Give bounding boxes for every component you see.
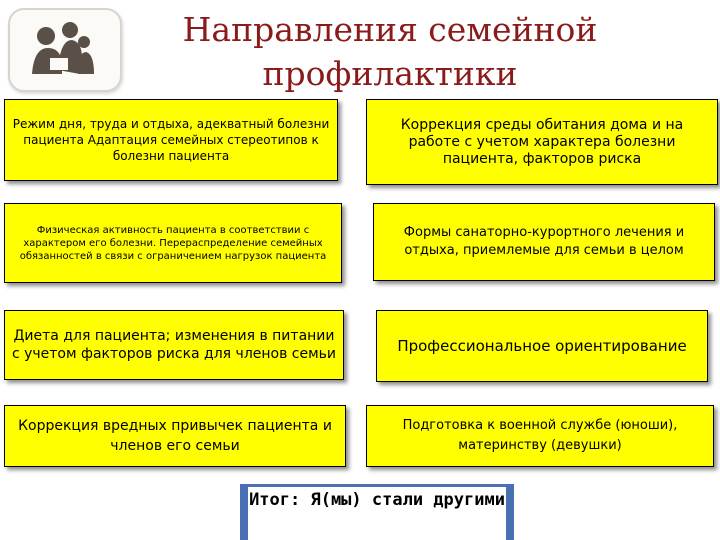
box-physical-activity — [4, 203, 342, 283]
box-text: Физическая активность пациента в соответствии с характером его болезни. Перераспределение семейных обязанностей в связи с ограничением нагрузок пациента — [19, 224, 327, 262]
box-text: Подготовка к военной службе (юноши), материнству (девушки) — [402, 418, 678, 453]
box-text: Коррекция вредных привычек пациента и членов его семьи — [18, 418, 332, 454]
result-box — [240, 484, 514, 540]
box-sanatorium — [373, 203, 715, 281]
box-text: Режим дня, труда и отдыха, адекватный болезни пациента Адаптация семейных стереотипов к болезни пациента — [12, 117, 330, 163]
box-bad-habits — [4, 405, 346, 467]
box-military-maternity — [366, 405, 714, 467]
box-text: Коррекция среды обитания дома и на работе с учетом характера болезни пациента, факторов риска — [400, 116, 684, 167]
box-text: Диета для пациента; изменения в питании с учетом факторов риска для членов семьи — [11, 328, 337, 362]
box-career-guidance — [376, 310, 708, 382]
box-text: Профессиональное ориентирование — [397, 337, 687, 355]
logo — [8, 8, 122, 92]
box-text: Формы санаторно-курортного лечения и отдыха, приемлемые для семьи в целом — [403, 225, 685, 258]
page-title: Направления семейной профилактики — [182, 10, 598, 93]
result-text: Итог: Я(мы) стали другими — [248, 487, 506, 540]
box-daily-regime — [4, 99, 338, 181]
family-logo-icon — [24, 18, 104, 82]
box-living-environment — [366, 99, 718, 185]
box-diet — [4, 310, 344, 380]
